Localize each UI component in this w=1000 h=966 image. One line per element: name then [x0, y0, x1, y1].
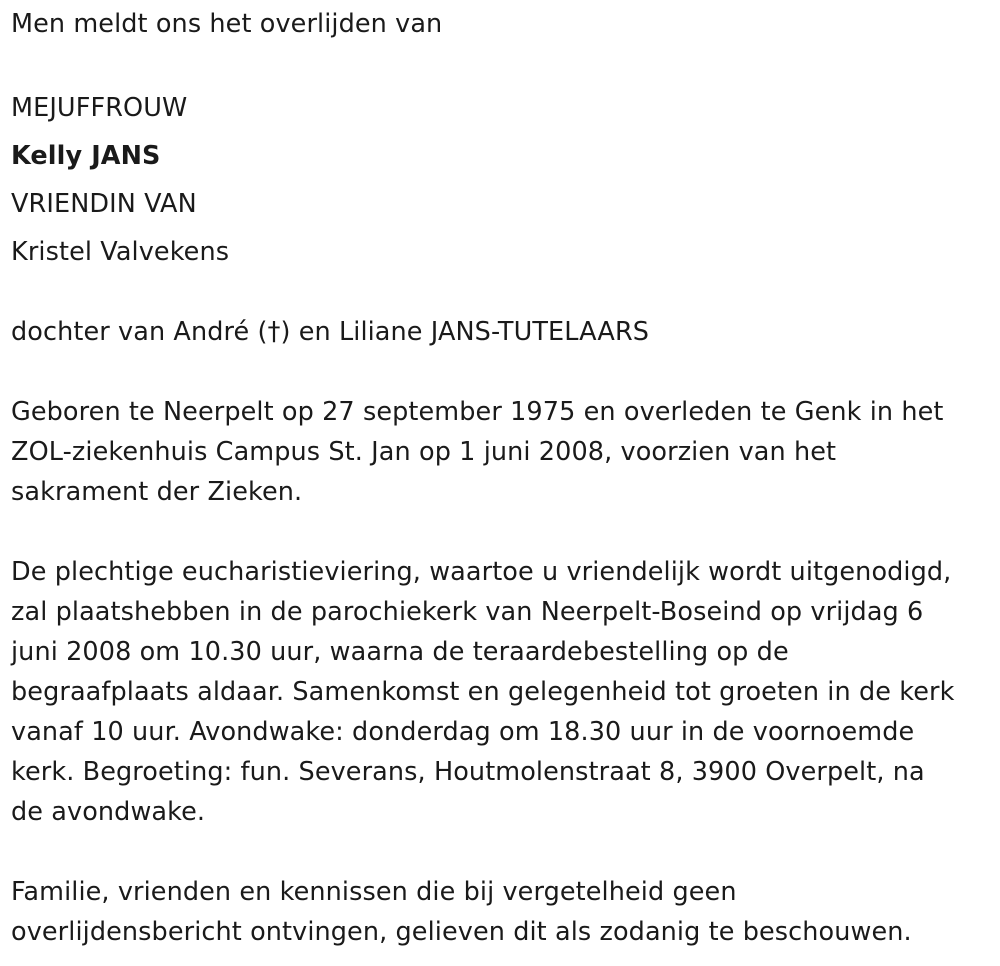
- paragraph-line: Geboren te Neerpelt op 27 september 1975 en overleden te Genk in het: [11, 397, 944, 427]
- intro-text: Men meldt ons het overlijden van: [11, 9, 443, 39]
- title-line: MEJUFFROUW: [11, 93, 188, 123]
- ceremony-paragraph: [11, 552, 996, 832]
- parents-line: dochter van André (†) en Liliane JANS-TUTELAARS: [11, 317, 650, 347]
- spacer: [11, 832, 996, 872]
- closing-paragraph: [11, 872, 996, 952]
- paragraph-line: begraafplaats aldaar. Samenkomst en gelegenheid tot groeten in de kerk: [11, 677, 955, 707]
- paragraph-line: sakrament der Zieken.: [11, 477, 303, 507]
- friend-name: Kristel Valvekens: [11, 237, 230, 267]
- relation-label: VRIENDIN VAN: [11, 189, 197, 219]
- paragraph-line: overlijdensbericht ontvingen, gelieven dit als zodanig te beschouwen.: [11, 917, 912, 947]
- paragraph-line: vanaf 10 uur. Avondwake: donderdag om 18.30 uur in de voornoemde: [11, 717, 915, 747]
- birth-death-paragraph: [11, 392, 996, 512]
- paragraph-line: kerk. Begroeting: fun. Severans, Houtmolenstraat 8, 3900 Overpelt, na: [11, 757, 925, 787]
- paragraph-line: zal plaatshebben in de parochiekerk van Neerpelt-Boseind op vrijdag 6: [11, 597, 924, 627]
- paragraph-line: ZOL-ziekenhuis Campus St. Jan op 1 juni 2008, voorzien van het: [11, 437, 837, 467]
- paragraph-line: de avondwake.: [11, 797, 206, 827]
- spacer: [11, 512, 996, 552]
- paragraph-line: juni 2008 om 10.30 uur, waarna de teraardebestelling op de: [11, 637, 789, 667]
- paragraph-line: De plechtige eucharistieviering, waartoe u vriendelijk wordt uitgenodigd,: [11, 557, 952, 587]
- spacer: [11, 352, 996, 392]
- paragraph-line: Familie, vrienden en kennissen die bij vergetelheid geen: [11, 877, 737, 907]
- spacer: [11, 276, 996, 312]
- spacer: [11, 44, 996, 84]
- deceased-name: Kelly JANS: [11, 141, 161, 171]
- obituary-notice: [11, 4, 996, 952]
